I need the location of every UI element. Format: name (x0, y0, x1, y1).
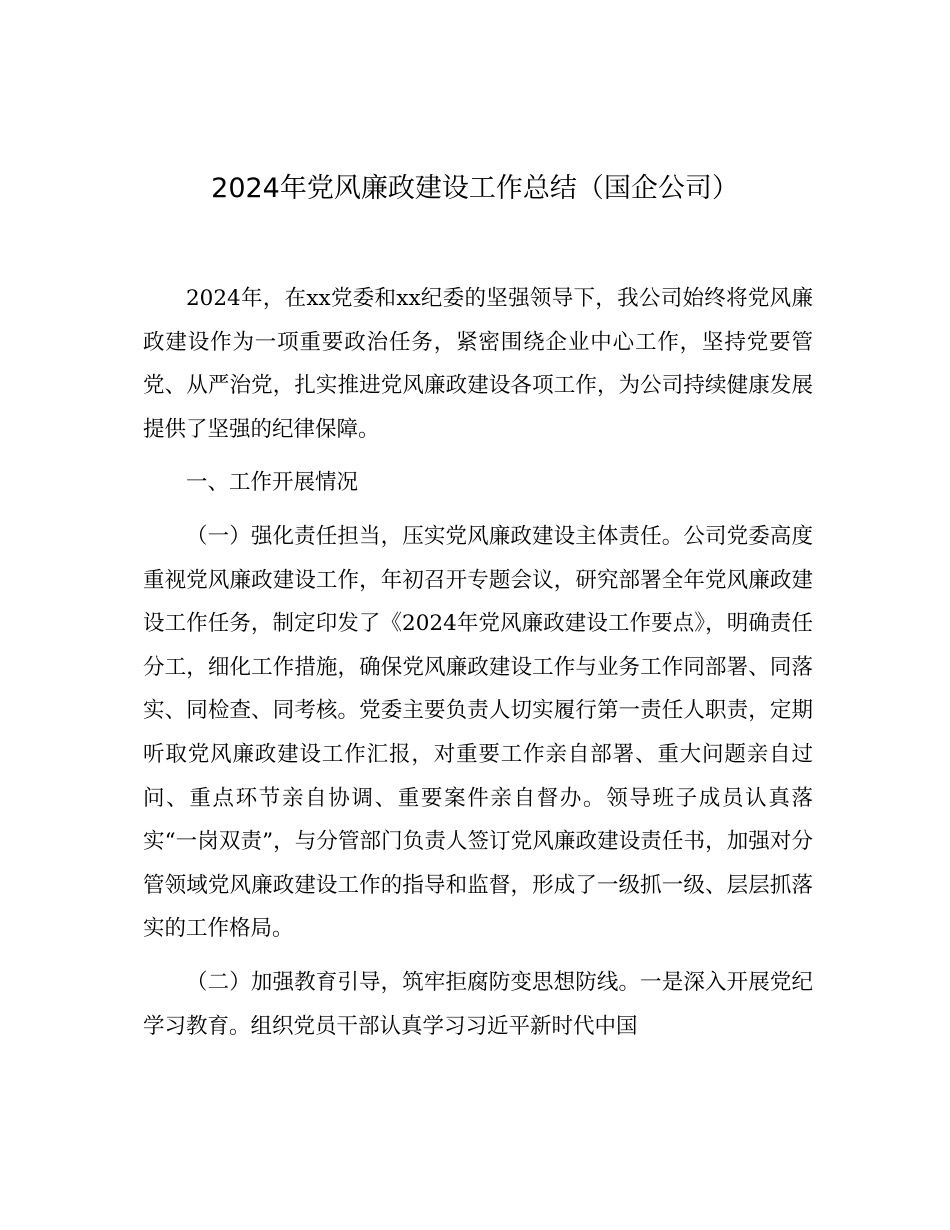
body-paragraph: （一）强化责任担当，压实党风廉政建设主体责任。公司党委高度重视党风廉政建设工作，年初召开专题会议，研究部署全年党风廉政建设工作任务，制定印发了《2024年党风廉政建设工作要点》，明确责任分工，细化工作措施，确保党风廉政建设工作与业务工作同部署、同落实、同检查、同考核。党委主要负责人切实履行第一责任人职责，定期听取党风廉政建设工作汇报，对重要工作亲自部署、重大问题亲自过问、重点环节亲自协调、重要案件亲自督办。领导班子成员认真落实“一岗双责”，与分管部门负责人签订党风廉政建设责任书，加强对分管领域党风廉政建设工作的指导和监督，形成了一级抓一级、层层抓落实的工作格局。 (143, 523, 813, 942)
document-body (143, 277, 813, 1058)
section-heading: 一、工作开展情况 (186, 470, 359, 496)
document-title: 2024年党风廉政建设工作总结（国企公司） (211, 173, 739, 204)
body-paragraph: （二）加强教育引导，筑牢拒腐防变思想防线。一是深入开展党纪学习教育。组织党员干部认真学习习近平新时代中国 (143, 969, 813, 1039)
intro-paragraph: 2024年，在xx党委和xx纪委的坚强领导下，我公司始终将党风廉政建设作为一项重要政治任务，紧密围绕企业中心工作，坚持党要管党、从严治党，扎实推进党风廉政建设各项工作，为公司持续健康发展提供了坚强的纪律保障。 (143, 286, 813, 442)
